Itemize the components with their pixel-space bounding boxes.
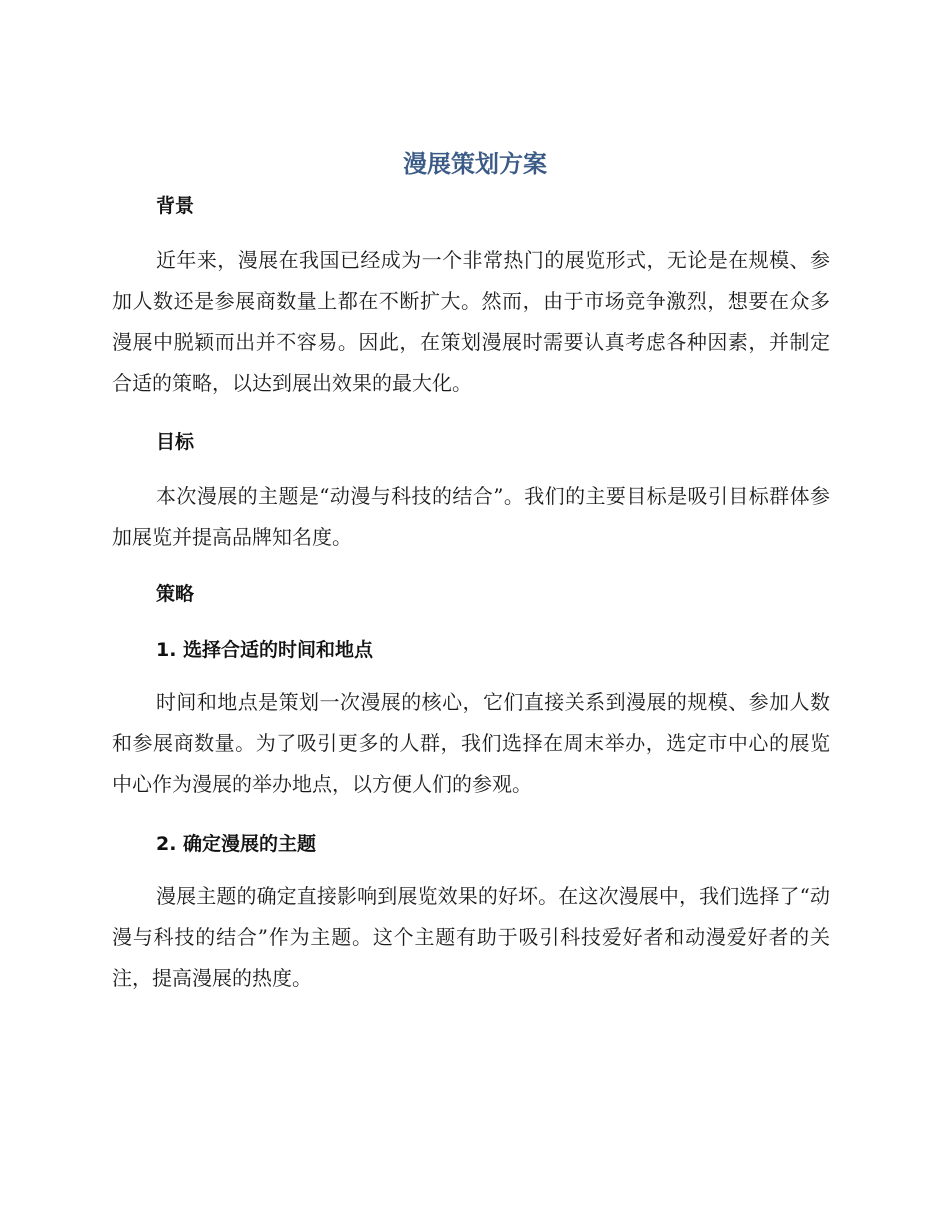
section-heading-background: 背景 <box>156 195 195 217</box>
section-heading-step2: 2. 确定漫展的主题 <box>156 833 317 855</box>
section-heading-goal: 目标 <box>156 431 195 453</box>
paragraph-step2: 漫展主题的确定直接影响到展览效果的好坏。在这次漫展中，我们选择了“动漫与科技的结合”作为主题。这个主题有助于吸引科技爱好者和动漫爱好者的关注，提高漫展的热度。 <box>112 884 830 990</box>
section-heading-strategy: 策略 <box>156 583 195 605</box>
document-title: 漫展策划方案 <box>403 150 547 178</box>
section-goal <box>112 428 830 456</box>
section-step2-body <box>112 876 830 999</box>
paragraph-background: 近年来，漫展在我国已经成为一个非常热门的展览形式，无论是在规模、参加人数还是参展商数量上都在不断扩大。然而，由于市场竞争激烈，想要在众多漫展中脱颖而出并不容易。因此，在策划漫展时需要认真考虑各种因素，并制定合适的策略，以达到展出效果的最大化。 <box>112 248 830 395</box>
section-heading-step1: 1. 选择合适的时间和地点 <box>156 639 374 661</box>
section-step1-body <box>112 682 830 805</box>
section-background <box>112 192 830 220</box>
section-strategy <box>112 580 830 608</box>
section-step1 <box>112 636 830 664</box>
paragraph-goal: 本次漫展的主题是“动漫与科技的结合”。我们的主要目标是吸引目标群体参加展览并提高品牌知名度。 <box>112 484 830 549</box>
section-step2 <box>112 830 830 858</box>
section-goal-body <box>112 476 830 558</box>
paragraph-step1: 时间和地点是策划一次漫展的核心，它们直接关系到漫展的规模、参加人数和参展商数量。为了吸引更多的人群，我们选择在周末举办，选定市中心的展览中心作为漫展的举办地点，以方便人们的参观。 <box>112 690 830 796</box>
section-background-body <box>112 240 830 404</box>
